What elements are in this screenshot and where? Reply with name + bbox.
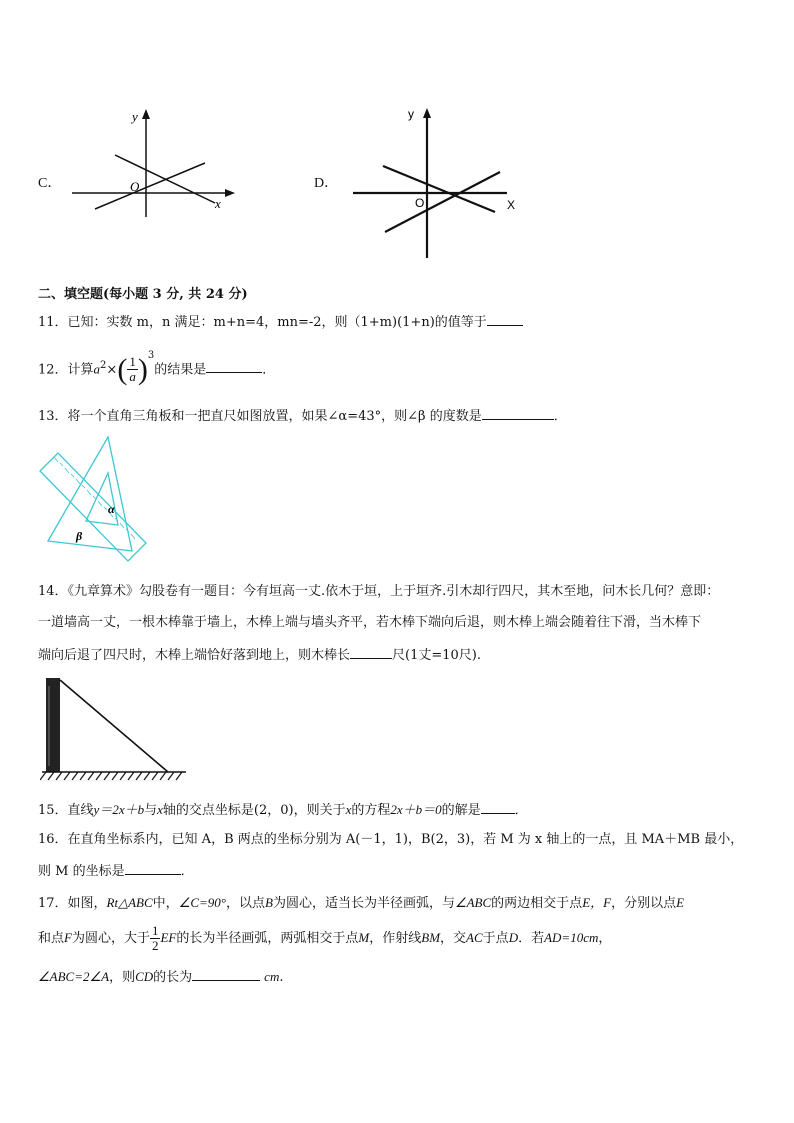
q16-line2b: ． [180, 864, 194, 879]
q17-l1d: 为圆心，适当长为半径画弧，与 [272, 896, 455, 911]
q12-answer-blank[interactable] [206, 358, 262, 373]
q12-paren-right: ) [137, 352, 148, 386]
q15-d: 的方程 [351, 803, 391, 818]
question-11 [38, 311, 523, 333]
q17-M: M [358, 930, 370, 945]
q17-EF: E，F [582, 895, 612, 910]
q15-c: 轴的交点坐标是(2，0)，则关于 [162, 803, 346, 818]
graph-d-origin-label: O [415, 196, 425, 210]
question-15 [38, 799, 528, 821]
q12-times: × [106, 362, 118, 378]
q15-b: 与 [144, 803, 158, 818]
q17-l2d: ，作射线 [369, 931, 422, 946]
q17-l2h: ， [598, 931, 612, 946]
q17-F: F [64, 930, 72, 945]
q12-prefix: 12．计算 [38, 362, 94, 378]
graph-d [345, 100, 525, 262]
q14-wall-stick-figure [40, 676, 190, 784]
q12-exp3: 3 [147, 350, 155, 361]
q17-l1c: ，以点 [225, 896, 265, 911]
q17-ang2: ∠ABC [454, 895, 492, 910]
q14-line-3 [38, 644, 481, 666]
q16-line2a: 则 M 的坐标是 [38, 864, 125, 879]
q12-end: ． [262, 362, 276, 378]
graph-d-y-label: y [408, 107, 414, 121]
q17-line-2 [38, 916, 611, 961]
q12-frac-den: a [129, 369, 136, 385]
q17-AD: AD=10cm [544, 930, 599, 945]
question-12 [38, 344, 275, 392]
q17-rt: Rt△ABC [106, 895, 153, 910]
graph-d-x-label: X [507, 198, 516, 212]
question-13 [38, 405, 567, 427]
q15-eq2: 2x＋b＝0 [390, 802, 442, 817]
q17-EF2: EF [160, 930, 177, 945]
q17-E: E [676, 895, 685, 910]
q17-CD: CD [135, 969, 154, 984]
q17-line-1 [38, 893, 684, 914]
q13-text: 13．将一个直角三角板和一把直尺如图放置，如果∠α=43°，则∠β 的度数是 [38, 409, 482, 424]
q15-a: 15．直线 [38, 803, 94, 818]
q16-answer-blank[interactable] [125, 860, 181, 875]
q14-line3b: 尺(1丈=10尺). [392, 648, 481, 663]
q15-end: ． [514, 803, 528, 818]
q14-line3a: 端向后退了四尺时，木棒上端恰好落到地上，则木棒长 [38, 648, 351, 663]
q17-cm: cm [264, 969, 280, 984]
q14-line-2: 一道墙高一丈，一根木棒靠于墙上，木棒上端与墙头齐平，若木棒下端向后退，则木棒上端会随着往下滑，当木棒下 [38, 615, 702, 630]
q17-l3d: . [279, 970, 284, 985]
q16-line-2 [38, 860, 194, 882]
q12-var-a: a [93, 361, 101, 377]
q15-e: 的解是 [441, 803, 481, 818]
q15-x2: x [345, 802, 352, 817]
graph-c-y-label: y [132, 109, 138, 124]
q17-l2a: 和点 [38, 931, 65, 946]
q17-BM: BM [421, 930, 441, 945]
q14-line-1: 14．《九章算术》勾股卷有一题目：今有垣高一丈.依木于垣，上于垣齐.引木却行四尺，其木至地，问木长几何？意即： [38, 584, 720, 599]
q17-l2c: 的长为半径画弧，两弧相交于点 [176, 931, 359, 946]
q16-line-1: 16．在直角坐标系内，已知 A，B 两点的坐标分别为 A(－1，1)，B(2，3)，若 M 为 x 轴上的一点，且 MA＋MB 最小， [38, 832, 744, 847]
q17-l1e: 的两边相交于点 [491, 896, 583, 911]
q17-B: B [264, 895, 273, 910]
q13-answer-blank[interactable] [482, 405, 554, 420]
q12-exp2: 2 [100, 360, 107, 371]
q17-l3c: 的长为 [153, 970, 193, 985]
q17-frac-num: 1 [151, 923, 159, 938]
q15-x: x [157, 802, 163, 817]
q17-line-3 [38, 966, 283, 988]
q12-paren-left: ( [117, 352, 128, 386]
q12-frac-num: 1 [129, 354, 136, 370]
q17-l2f: 于点 [482, 931, 509, 946]
q17-fraction [150, 924, 161, 953]
q17-l2b: 为圆心，大于 [71, 931, 150, 946]
q13-end: ． [553, 409, 567, 424]
q13-triangle-ruler-figure [36, 433, 148, 570]
graph-c [60, 105, 240, 225]
q14-answer-blank[interactable] [350, 644, 392, 659]
q17-frac-den: 2 [151, 938, 159, 953]
q17-answer-blank[interactable] [192, 966, 260, 981]
q13-beta-label: β [76, 529, 83, 543]
q13-alpha-label: α [108, 502, 115, 516]
q11-answer-blank[interactable] [487, 311, 523, 326]
q17-ang: ∠C=90° [178, 895, 226, 910]
option-c-label: C． [38, 176, 62, 191]
q15-answer-blank[interactable] [481, 799, 515, 814]
option-d-label: D． [314, 176, 339, 191]
q17-l1f: ，分别以点 [611, 896, 677, 911]
q17-l2g: ．若 [518, 931, 545, 946]
q12-fraction [127, 355, 138, 384]
graph-c-x-label: x [215, 196, 221, 211]
q12-suffix: 的结果是 [154, 362, 207, 378]
q17-D: D [508, 930, 519, 945]
q17-l1b: 中， [152, 896, 179, 911]
section-title: 二、填空题(每小题 3 分, 共 24 分) [38, 287, 248, 302]
q17-l3a: ∠ABC=2∠A [38, 969, 110, 984]
q15-eq: y＝2x＋b [93, 802, 145, 817]
q17-l1a: 17．如图， [38, 896, 107, 911]
graph-c-origin-label: O [130, 179, 140, 194]
q17-l3b: ，则 [109, 970, 136, 985]
q17-AC: AC [466, 930, 483, 945]
q17-l2e: ，交 [440, 931, 467, 946]
q11-text: 11．已知：实数 m，n 满足：m+n=4，mn=-2，则（1+m)(1+n)的值等于 [38, 315, 487, 330]
